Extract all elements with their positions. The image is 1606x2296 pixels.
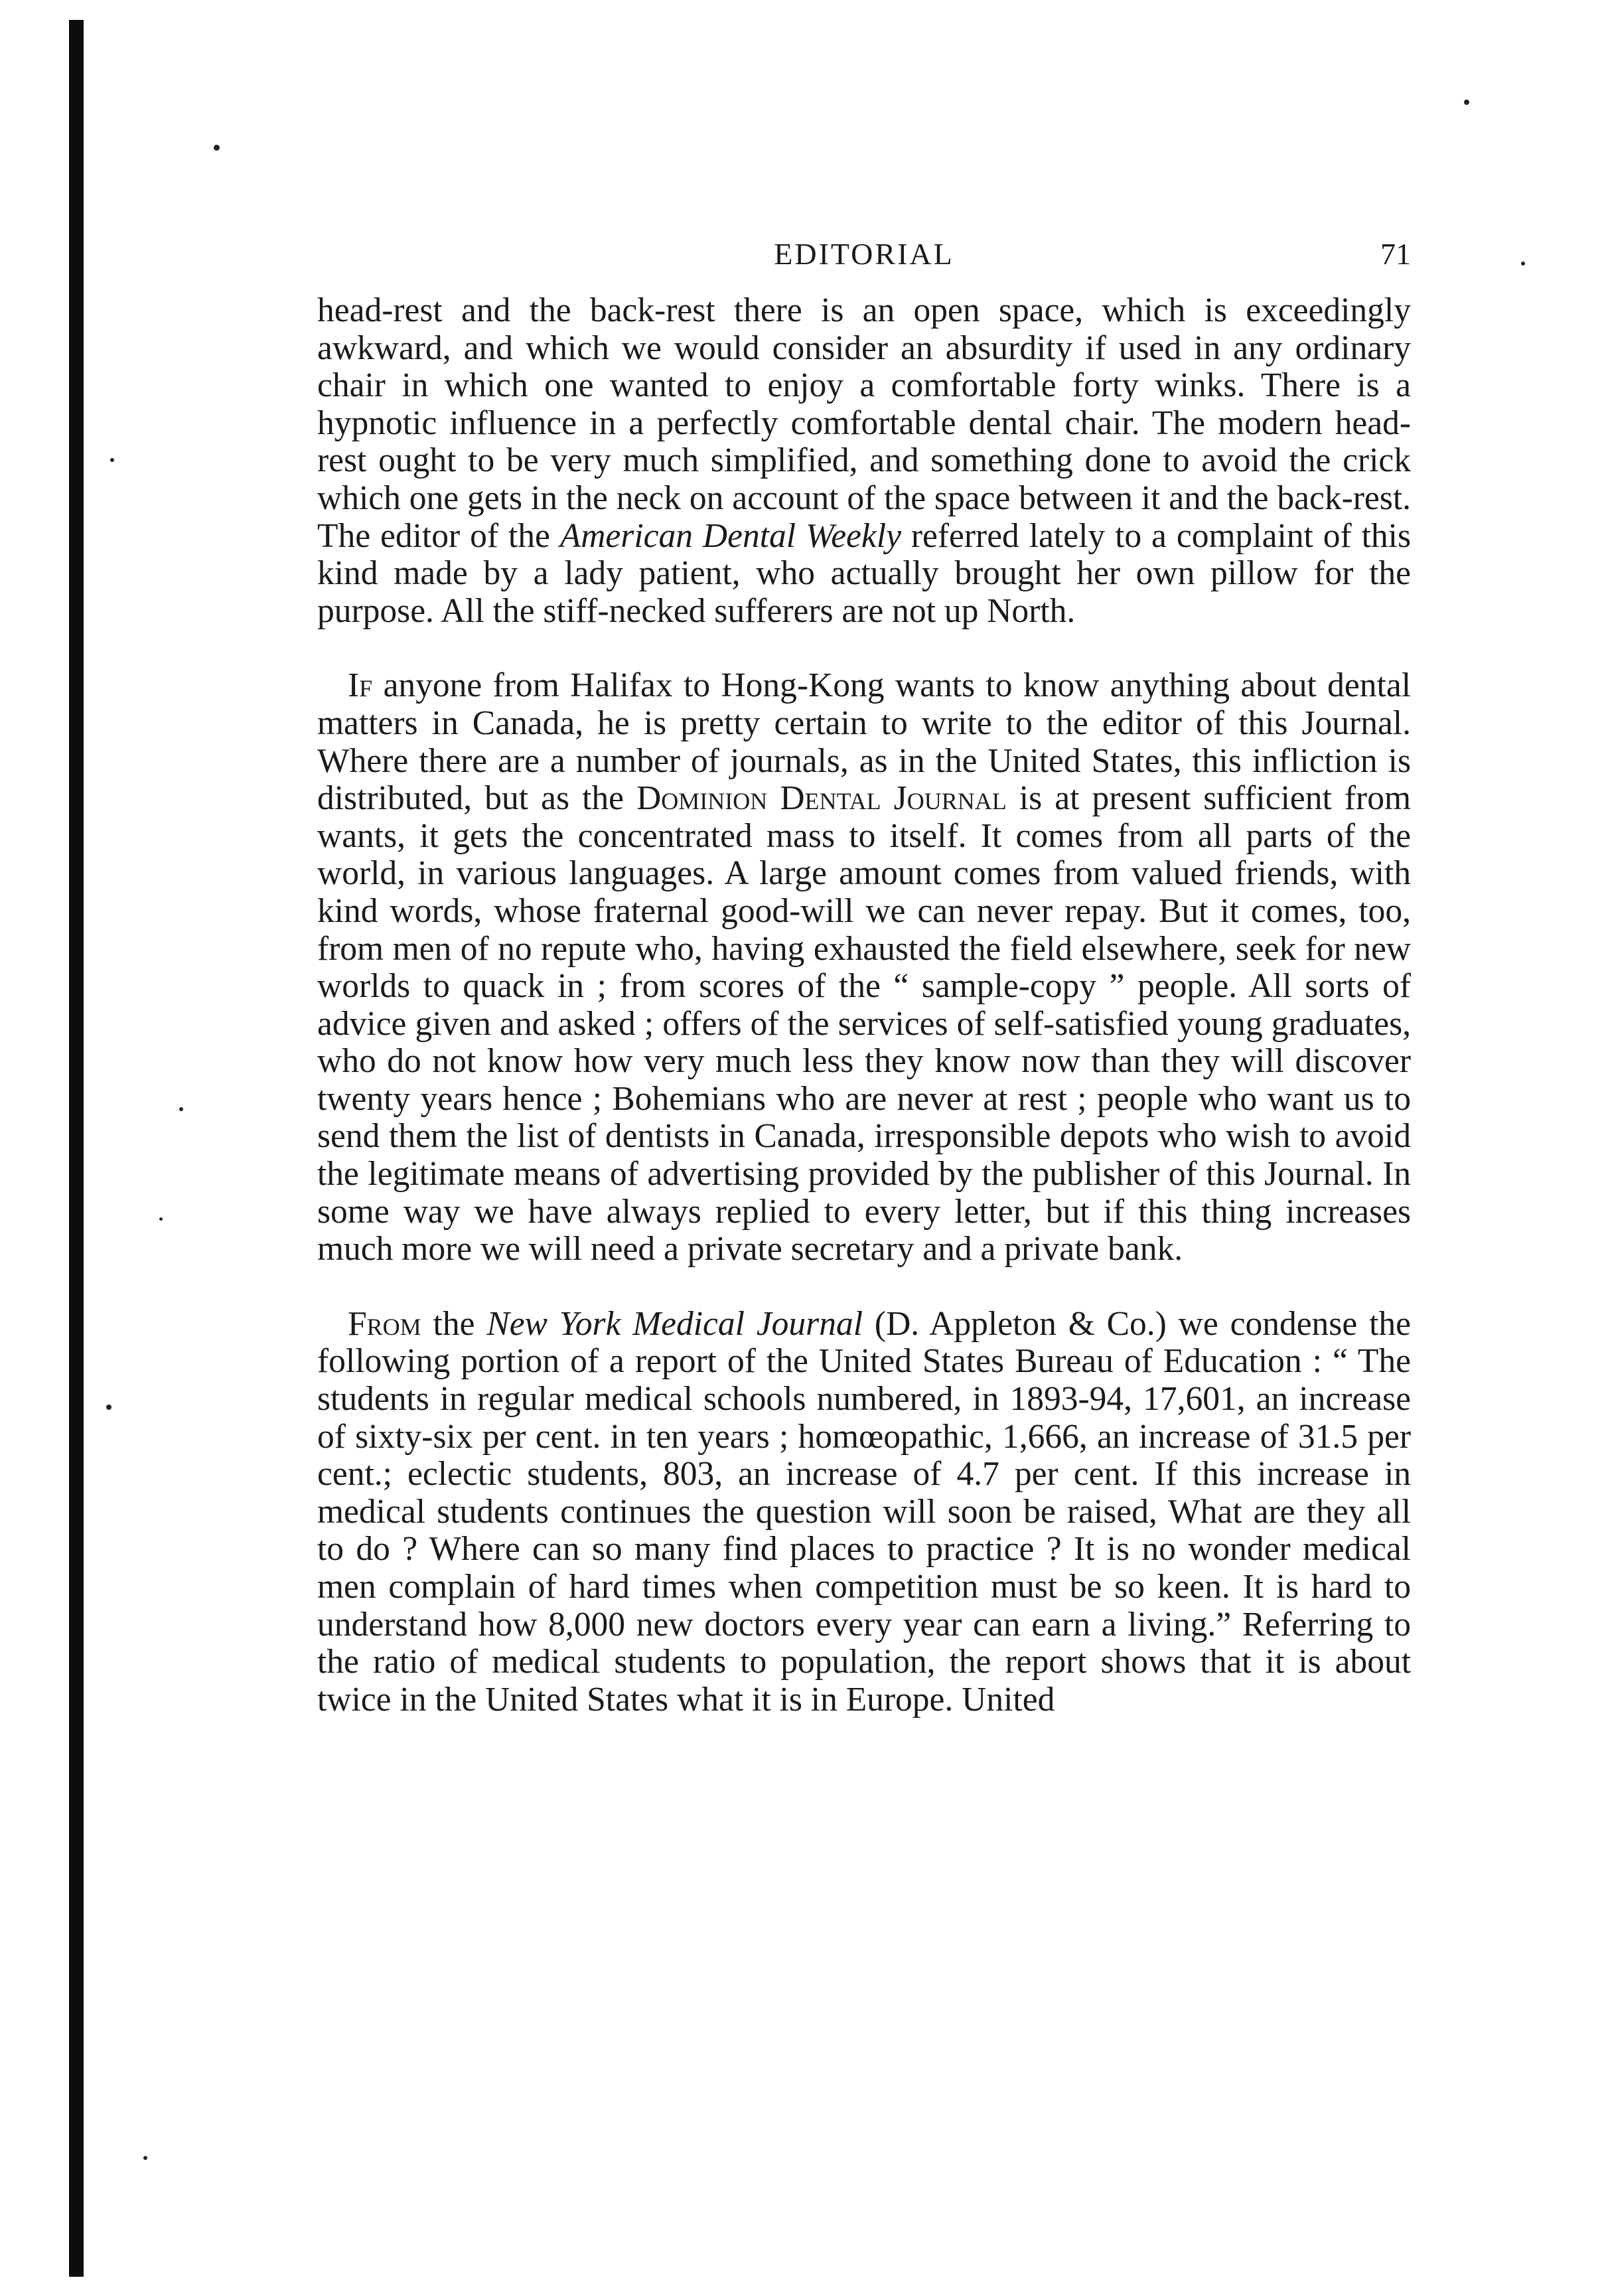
journal-name-smallcaps: Dominion Dental Journal: [636, 779, 1007, 818]
paragraph-head-rest: [317, 292, 1411, 630]
paragraph-text: anyone from Halifax to Hong-Kong wants to know anything about dental matters in Canada, he is pretty certain to write to the editor of this Journal. Where there are a number of journals, as in the United States, this infliction is distributed, but as the: [317, 666, 1411, 818]
paragraph-lead-word: If: [348, 666, 373, 705]
paragraph-lead-word: From: [348, 1304, 421, 1343]
paragraph-medical-students: [317, 1306, 1411, 1719]
print-speck: [1521, 262, 1525, 266]
print-speck: [143, 2156, 147, 2160]
paragraph-text: referred lately to a complaint of this kind made by a lady patient, who actually brought her own pillow for the purpose. All the stiff-necked sufferers are not up North.: [317, 516, 1411, 630]
paragraph-text: is at present sufficient from wants, it gets the concentrated mass to itself. It comes from all parts of the world, in various languages. A large amount comes from valued friends, with kind words, whose fraternal good-will we can never repay. But it comes, too, from men of no repute who, having exhausted the field elsewhere, seek for new worlds to quack in ; from scores of the “ sample-copy ” people. All sorts of advice given and asked ; offers of the services of self-satisfied young graduates, who do not know how very much less they know now than they will discover twenty years hence ; Bohemians who are never at rest ; people who want us to send them the list of dentists in Canada, irresponsible depots who wish to avoid the legitimate means of advertising provided by the publisher of this Journal. In some way we have always replied to every letter, but if this thing increases much more we will need a private secretary and a private bank.: [317, 779, 1411, 1268]
print-speck: [110, 458, 114, 462]
running-head-title: EDITORIAL: [774, 237, 954, 271]
journal-title-italic: New York Medical Journal: [486, 1304, 863, 1343]
print-speck: [159, 1217, 163, 1221]
journal-title-italic: American Dental Weekly: [559, 516, 901, 555]
print-speck: [106, 1405, 111, 1410]
body-text: [317, 292, 1411, 1719]
print-speck: [1464, 100, 1469, 105]
paragraph-text: (D. Appleton & Co.) we condense the following portion of a report of the United States Bureau of Education : “ The students in regular medical schools numbered, in 1893-94, 17,601, an increase of sixty-six per cent. in ten years ; homœopathic, 1,666, an increase of 31.5 per cent.; eclectic students, 803, an increase of 4.7 per cent. If this increase in medical students continues the question will soon be raised, What are they all to do ? Where can so many find places to practice ? It is no wonder medical men complain of hard times when competition must be so keen. It is hard to understand how 8,000 new doctors every year can earn a living.” Referring to the ratio of medical students to population, the report shows that it is about twice in the United States what it is in Europe. United: [317, 1304, 1411, 1719]
paragraph-correspondence: [317, 667, 1411, 1268]
paragraph-text: head-rest and the back-rest there is an open space, which is exceedingly awkward, and which we would consider an absurdity if used in any ordinary chair in which one wanted to enjoy a comfortable forty winks. There is a hypnotic influence in a perfectly comfortable dental chair. The modern head-rest ought to be very much simplified, and something done to avoid the crick which one gets in the neck on account of the space between it and the back-rest. The editor of the: [317, 291, 1411, 555]
print-speck: [214, 145, 220, 151]
running-head: [317, 231, 1411, 277]
page-edge-binding-shadow: [69, 20, 84, 2277]
print-speck: [179, 1107, 183, 1111]
page-number: 71: [1380, 237, 1411, 271]
paragraph-text: the: [421, 1304, 487, 1343]
